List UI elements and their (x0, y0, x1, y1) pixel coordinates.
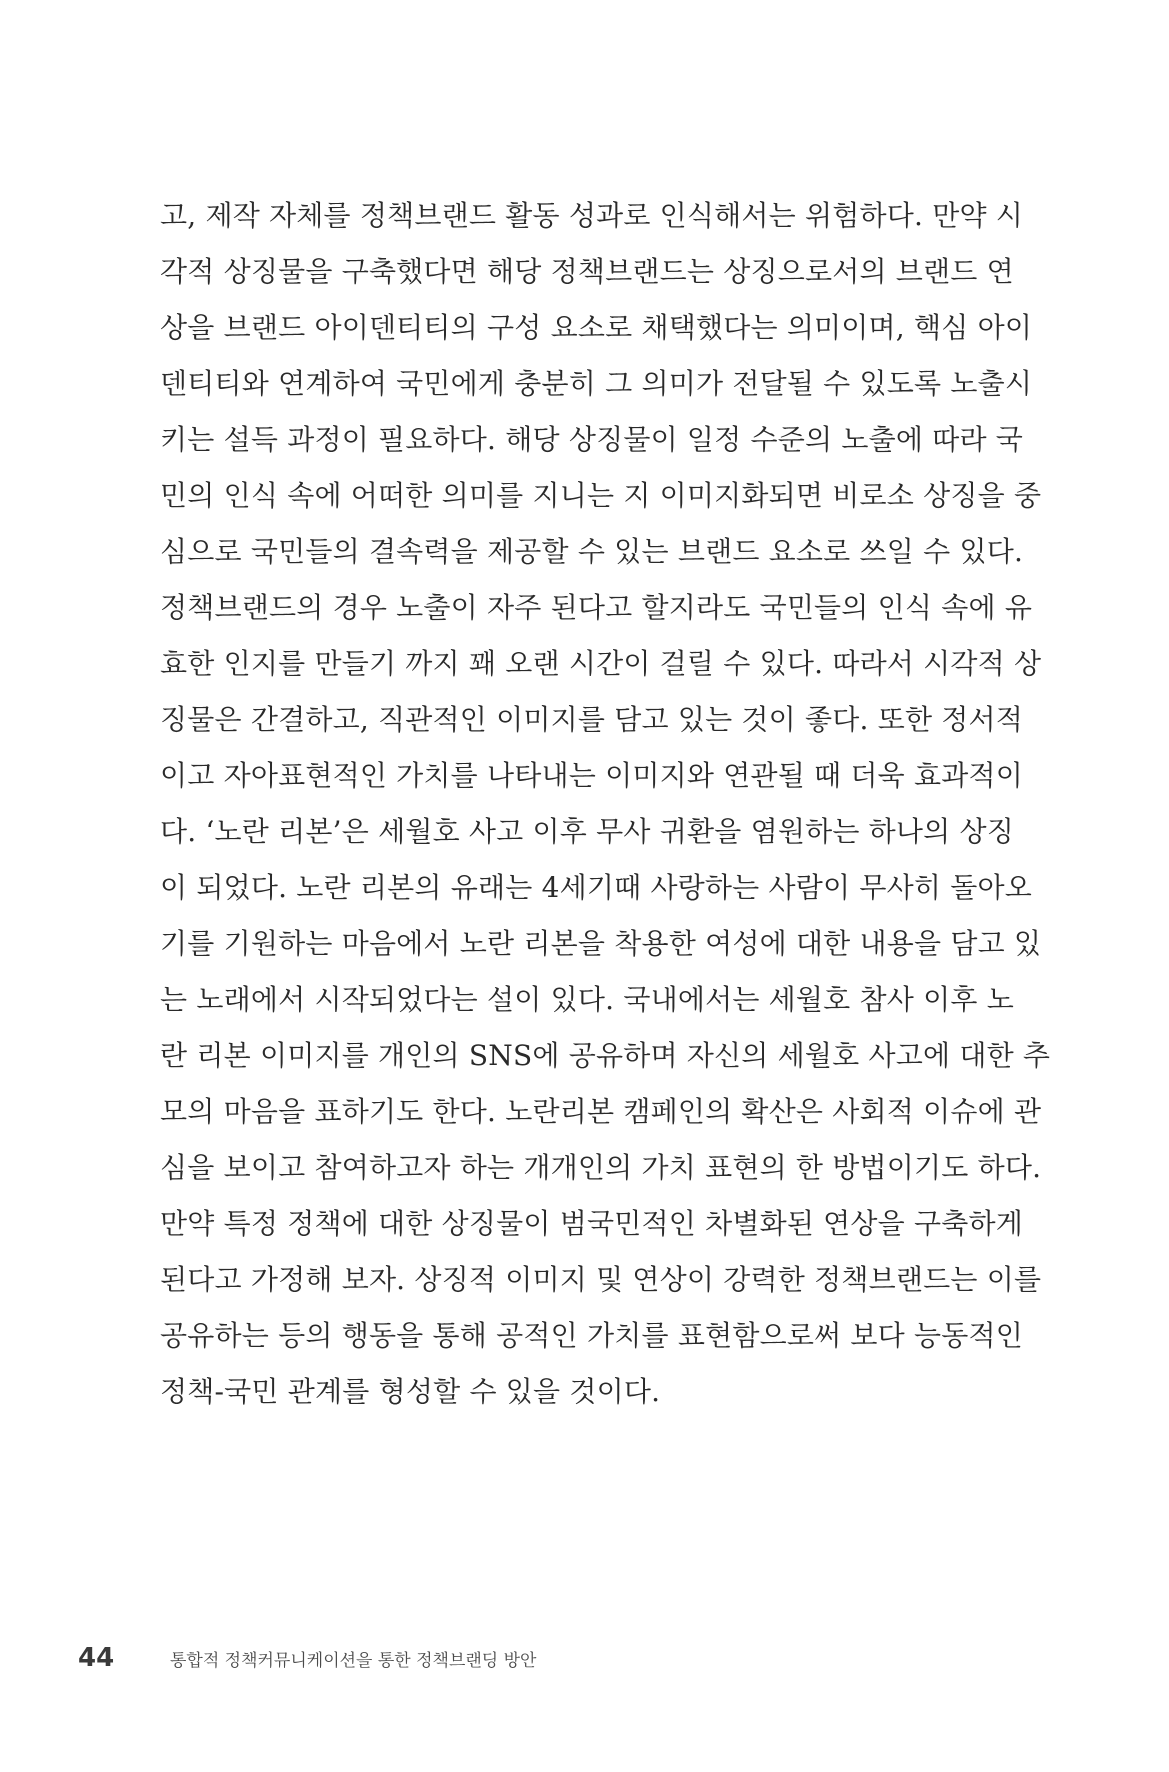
body-paragraph (160, 188, 1051, 1420)
text-line: 덴티티와 연계하여 국민에게 충분히 그 의미가 전달될 수 있도록 노출시 (160, 367, 1033, 400)
text-line: 는 노래에서 시작되었다는 설이 있다. 국내에서는 세월호 참사 이후 노 (160, 983, 1014, 1016)
page-footer (78, 1640, 536, 1676)
text-line: 상을 브랜드 아이덴티티의 구성 요소로 채택했다는 의미이며, 핵심 아이 (160, 311, 1033, 344)
text-line: 민의 인식 속에 어떠한 의미를 지니는 지 이미지화되면 비로소 상징을 중 (160, 479, 1042, 512)
text-line: 된다고 가정해 보자. 상징적 이미지 및 연상이 강력한 정책브랜드는 이를 (160, 1263, 1042, 1296)
text-line: 이고 자아표현적인 가치를 나타내는 이미지와 연관될 때 더욱 효과적이 (160, 759, 1023, 792)
text-line: 고, 제작 자체를 정책브랜드 활동 성과로 인식해서는 위험하다. 만약 시 (160, 199, 1024, 232)
page-number: 44 (78, 1643, 115, 1673)
text-line: 심으로 국민들의 결속력을 제공할 수 있는 브랜드 요소로 쓰일 수 있다. (160, 535, 1024, 568)
text-line: 각적 상징물을 구축했다면 해당 정책브랜드는 상징으로서의 브랜드 연 (160, 255, 1014, 288)
text-line: 기를 기원하는 마음에서 노란 리본을 착용한 여성에 대한 내용을 담고 있 (160, 927, 1042, 960)
text-line: 징물은 간결하고, 직관적인 이미지를 담고 있는 것이 좋다. 또한 정서적 (160, 703, 1024, 736)
text-line: 이 되었다. 노란 리본의 유래는 4세기때 사랑하는 사람이 무사히 돌아오 (160, 871, 1032, 904)
text-line: 다. ‘노란 리본’은 세월호 사고 이후 무사 귀환을 염원하는 하나의 상징 (160, 815, 1015, 848)
text-line: 란 리본 이미지를 개인의 SNS에 공유하며 자신의 세월호 사고에 대한 추 (160, 1039, 1051, 1072)
text-line: 정책-국민 관계를 형성할 수 있을 것이다. (160, 1375, 661, 1408)
text-line: 정책브랜드의 경우 노출이 자주 된다고 할지라도 국민들의 인식 속에 유 (160, 591, 1033, 624)
text-line: 키는 설득 과정이 필요하다. 해당 상징물이 일정 수준의 노출에 따라 국 (160, 423, 1024, 456)
text-line: 심을 보이고 참여하고자 하는 개개인의 가치 표현의 한 방법이기도 하다. (160, 1151, 1042, 1184)
text-line: 효한 인지를 만들기 까지 꽤 오랜 시간이 걸릴 수 있다. 따라서 시각적 상 (160, 647, 1042, 680)
running-title: 통합적 정책커뮤니케이션을 통한 정책브랜딩 방안 (170, 1650, 537, 1671)
text-line: 만약 특정 정책에 대한 상징물이 범국민적인 차별화된 연상을 구축하게 (160, 1207, 1023, 1240)
text-line: 공유하는 등의 행동을 통해 공적인 가치를 표현함으로써 보다 능동적인 (160, 1319, 1023, 1352)
text-line: 모의 마음을 표하기도 한다. 노란리본 캠페인의 확산은 사회적 이슈에 관 (160, 1095, 1042, 1128)
